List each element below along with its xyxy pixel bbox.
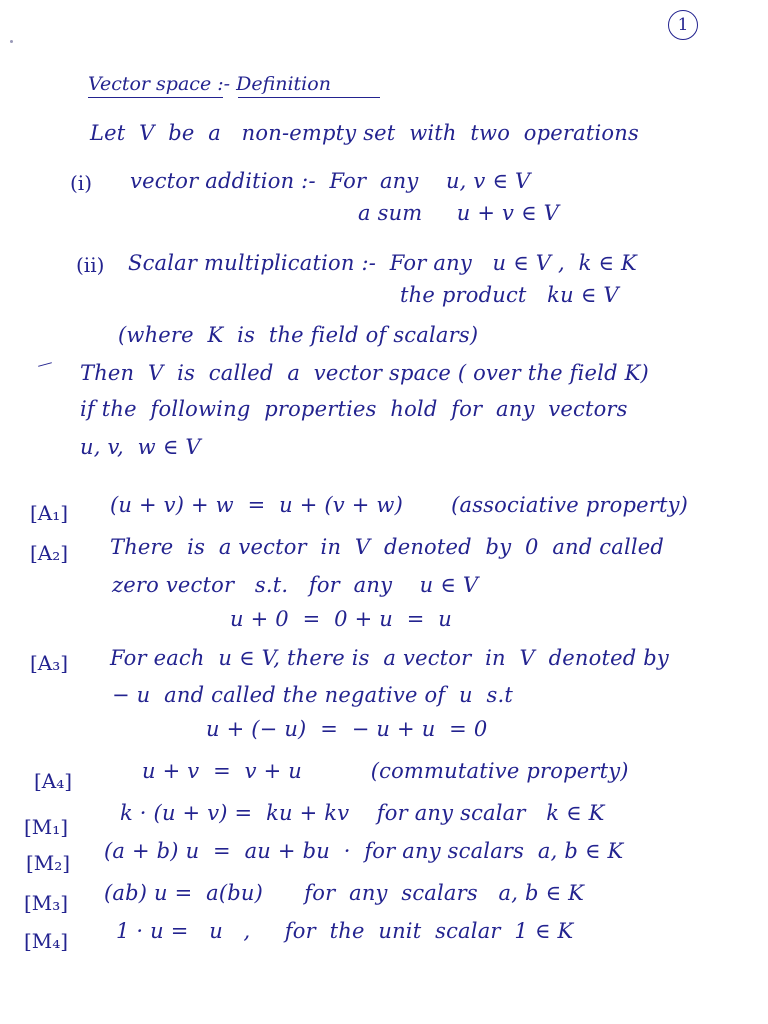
axiom-m3-label: [M₃] bbox=[24, 891, 69, 915]
axiom-m2-text: (a + b) u = au + bu · for any scalars a, b ∈ K bbox=[104, 839, 624, 863]
axiom-a3-line2: − u and called the negative of u s.t bbox=[112, 683, 514, 707]
axiom-a4-label: [A₄] bbox=[34, 769, 73, 793]
op2-label: (ii) bbox=[76, 253, 105, 277]
scalar-field-note: (where K is the field of scalars) bbox=[118, 323, 479, 347]
axiom-a2-label: [A₂] bbox=[30, 541, 69, 565]
op2-line2: the product ku ∈ V bbox=[400, 283, 619, 307]
axiom-a4-text: u + v = v + u (commutative property) bbox=[142, 759, 629, 783]
axiom-m3-text: (ab) u = a(bu) for any scalars a, b ∈ K bbox=[104, 881, 584, 905]
op1-line1: vector addition :- For any u, v ∈ V bbox=[130, 169, 531, 193]
title-underline-left bbox=[88, 97, 223, 98]
op1-line2: a sum u + v ∈ V bbox=[358, 201, 559, 225]
axiom-m4-text: 1 · u = u , for the unit scalar 1 ∈ K bbox=[116, 919, 574, 943]
then-line2: if the following properties hold for any vectors bbox=[80, 397, 628, 421]
axiom-a2-line2: zero vector s.t. for any u ∈ V bbox=[112, 573, 479, 597]
then-line1: Then V is called a vector space ( over the field K) bbox=[80, 361, 649, 385]
axiom-a3-line1: For each u ∈ V, there is a vector in V denoted by bbox=[110, 646, 669, 670]
intro-line: Let V be a non-empty set with two operations bbox=[90, 121, 639, 145]
op1-label: (i) bbox=[70, 171, 93, 195]
axiom-m1-text: k · (u + v) = ku + kv for any scalar k ∈ K bbox=[120, 801, 605, 825]
axiom-a3-line3: u + (− u) = − u + u = 0 bbox=[206, 717, 488, 741]
page-title: Vector space :- Definition bbox=[88, 73, 331, 95]
axiom-m1-label: [M₁] bbox=[24, 815, 69, 839]
axiom-m4-label: [M₄] bbox=[24, 929, 69, 953]
then-line3: u, v, w ∈ V bbox=[80, 435, 201, 459]
title-underline-right bbox=[238, 97, 380, 98]
axiom-a1-label: [A₁] bbox=[30, 501, 69, 525]
axiom-a2-line1: There is a vector in V denoted by 0 and called bbox=[110, 535, 665, 559]
margin-mark bbox=[38, 362, 52, 367]
page-speck bbox=[10, 40, 13, 43]
page-number: 1 bbox=[668, 10, 698, 40]
op2-line1: Scalar multiplication :- For any u ∈ V , k ∈ K bbox=[128, 251, 637, 275]
axiom-m2-label: [M₂] bbox=[26, 851, 71, 875]
axiom-a2-line3: u + 0 = 0 + u = u bbox=[230, 607, 452, 631]
axiom-a3-label: [A₃] bbox=[30, 651, 69, 675]
axiom-a1-text: (u + v) + w = u + (v + w) (associative property) bbox=[110, 493, 689, 517]
